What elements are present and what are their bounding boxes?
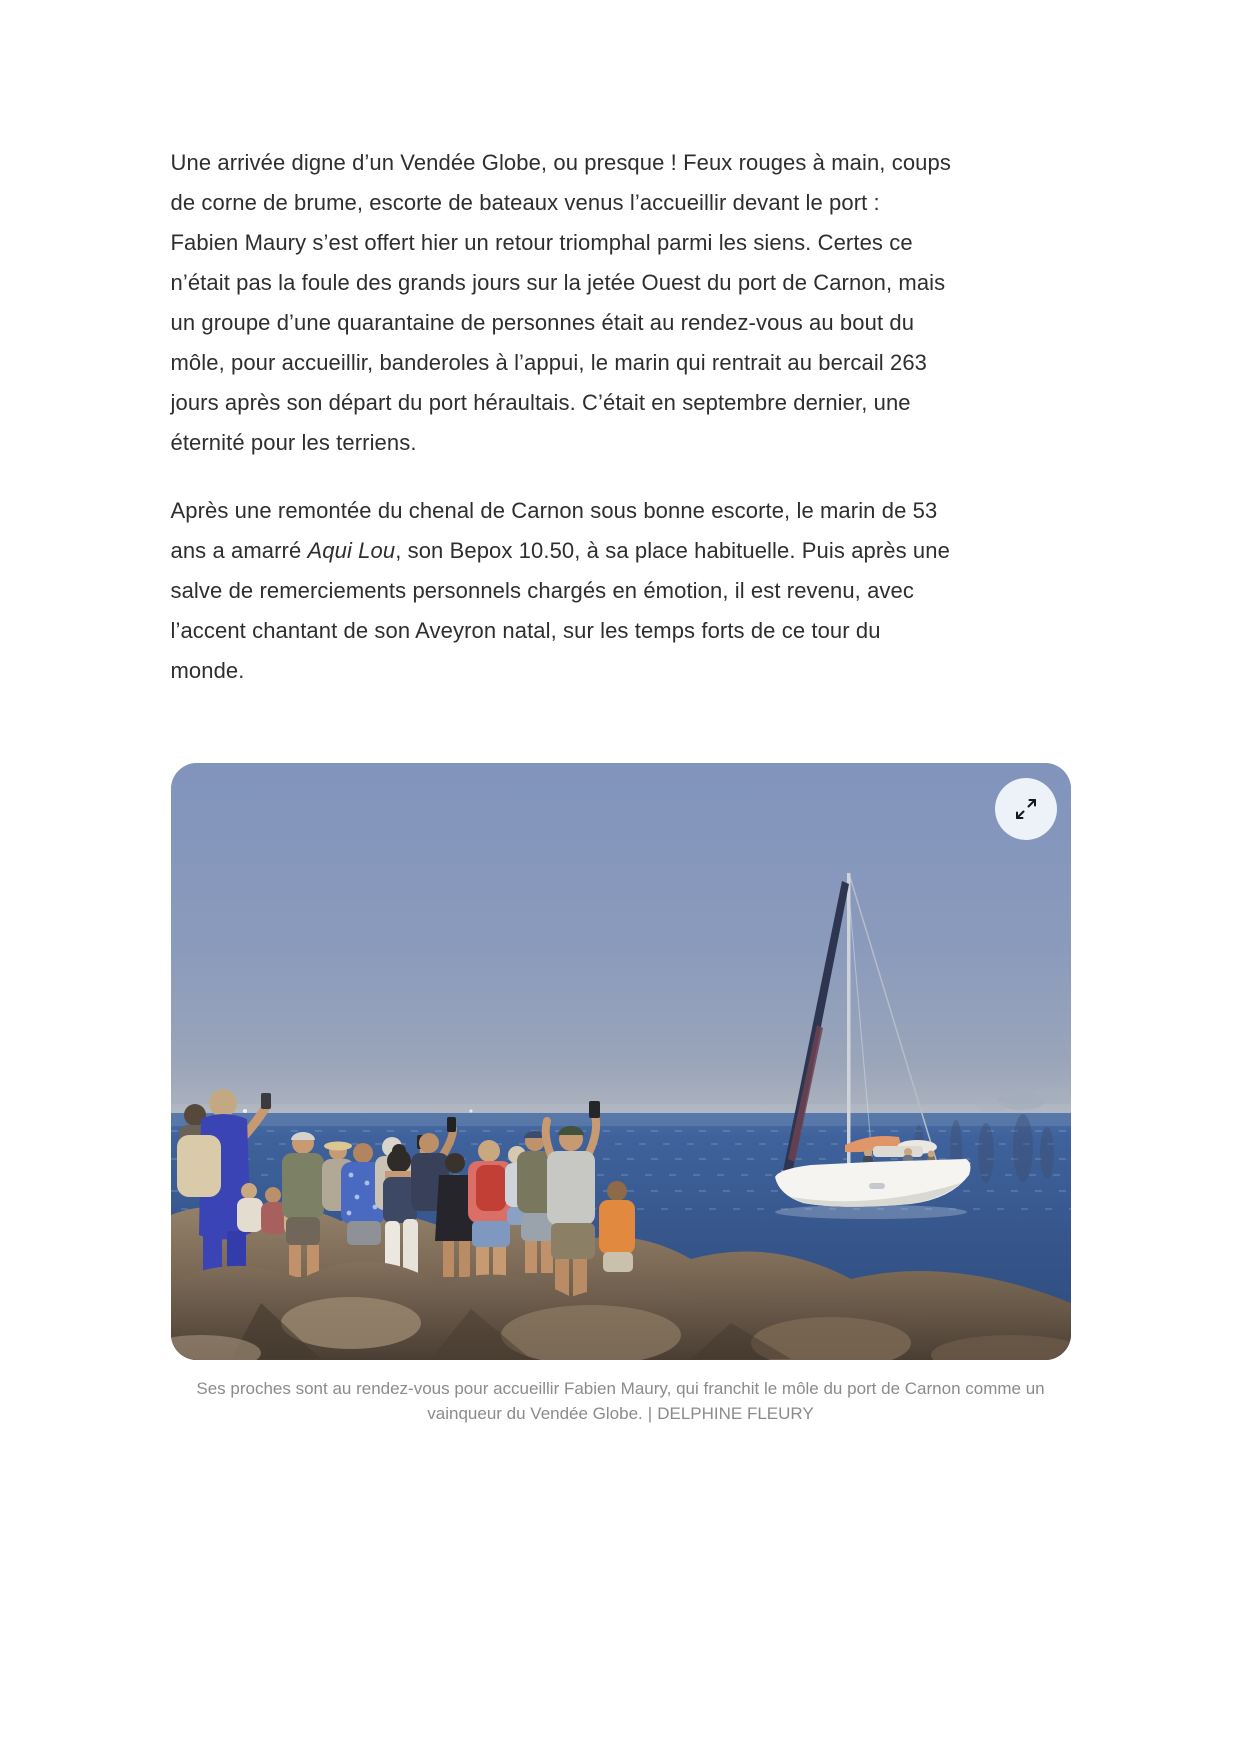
paragraph-2-start: Après une remontée du chenal de Carnon sous bonne escorte, le marin de 53 ans a amarré — [170, 498, 938, 563]
sky — [171, 763, 1071, 1116]
article-body — [171, 0, 1071, 1426]
caption-separator: | — [647, 1404, 653, 1423]
harbor-photo-illustration — [171, 763, 1071, 1360]
article-figure — [171, 763, 1071, 1426]
photo-credit: DELPHINE FLEURY — [657, 1404, 814, 1423]
paragraph-2 — [171, 491, 953, 691]
expand-button[interactable] — [995, 778, 1057, 840]
paragraph-2-end: , son Bepox 10.50, à sa place habituelle. Puis après une salve de remerciements personnels chargés en émotion, il est revenu, avec l’accent chantant de son Aveyron natal, sur les temps forts de ce tour du monde. — [170, 538, 950, 683]
article-photo[interactable] — [171, 763, 1071, 1360]
paragraph-1: Une arrivée digne d’un Vendée Globe, ou presque ! Feux rouges à main, coups de corne de brume, escorte de bateaux venus l’accueillir devant le port : Fabien Maury s’est offert hier un retour triomphal parmi les siens. Certes ce n’était pas la foule des grands jours sur la jetée Ouest du port de Carnon, mais un groupe d’une quarantaine de personnes était au rendez-vous au bout du môle, pour accueillir, banderoles à l’appui, le marin qui rentrait au bercail 263 jours après son départ du port héraultais. C’était en septembre dernier, une éternité pour les terriens. — [170, 150, 951, 455]
caption-text: Ses proches sont au rendez-vous pour accueillir Fabien Maury, qui franchit le môle du port de Carnon comme un vainqueur du Vendée Globe. — [196, 1379, 1045, 1423]
photo-caption — [163, 1376, 1079, 1426]
expand-icon — [1013, 796, 1039, 822]
boat-name: Aqui Lou — [307, 538, 396, 563]
